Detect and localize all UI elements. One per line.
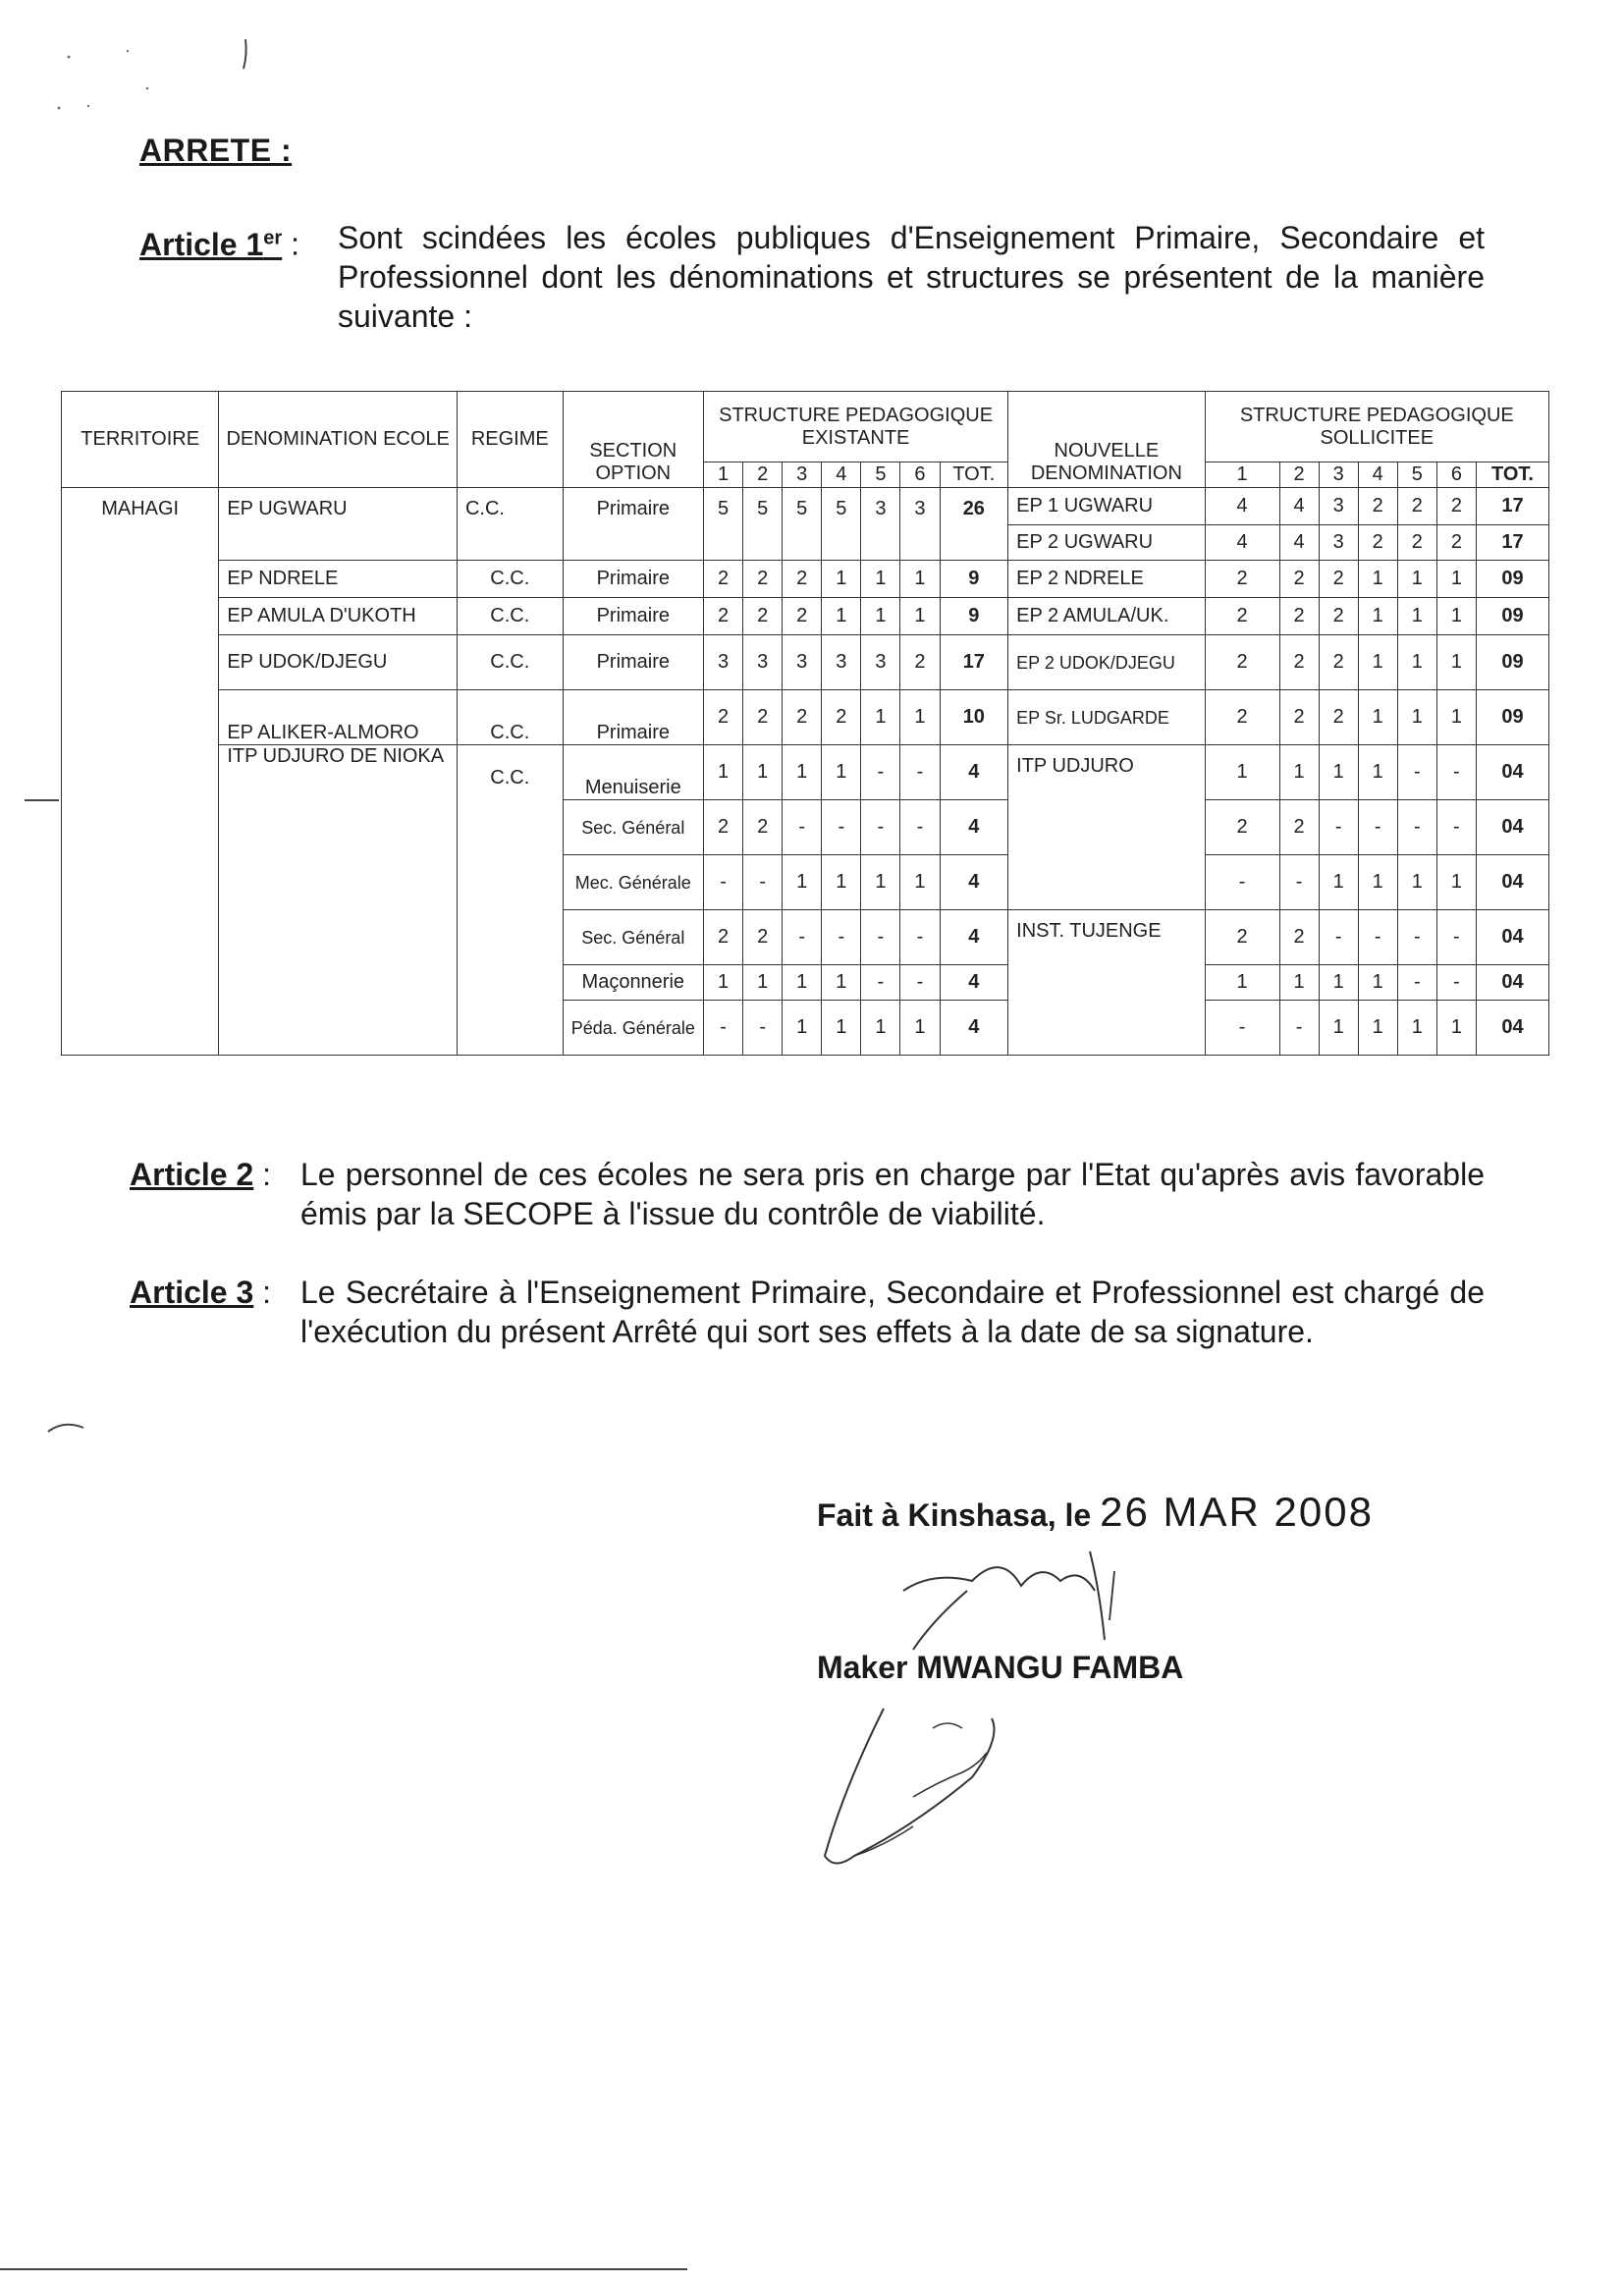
ex-total: 4 (940, 1001, 1008, 1056)
header-ex-col: 2 (743, 462, 783, 488)
table-row (62, 745, 1549, 800)
sol-value: 1 (1319, 1001, 1358, 1056)
sol-value: 1 (1358, 635, 1397, 690)
ex-value: 1 (861, 855, 900, 910)
ex-total: 9 (940, 561, 1008, 598)
signer-name: Maker MWANGU FAMBA (817, 1650, 1184, 1685)
sol-value: - (1397, 910, 1436, 965)
ex-value: 1 (743, 965, 783, 1001)
regime-cell: C.C. (457, 745, 563, 1056)
sol-value: 1 (1436, 690, 1476, 745)
sol-value: 1 (1358, 598, 1397, 635)
sol-value: 1 (1436, 1001, 1476, 1056)
sol-value: - (1397, 745, 1436, 800)
ex-value: 2 (704, 690, 743, 745)
article-1-text: Sont scindées les écoles publiques d'Enseignement Primaire, Secondaire et Professionnel dont les dénominations et structures se présentent de la manière suivante : (338, 220, 1485, 334)
ex-value: - (822, 800, 861, 855)
sol-value: 1 (1436, 855, 1476, 910)
ex-value: 5 (704, 488, 743, 561)
ex-value: 2 (822, 690, 861, 745)
header-sol-col: 5 (1397, 462, 1436, 488)
sol-value: - (1205, 855, 1279, 910)
ex-value: 2 (783, 598, 822, 635)
nouvelle-cell: EP 2 UGWARU (1008, 525, 1205, 561)
sol-value: 1 (1436, 635, 1476, 690)
table-row (62, 635, 1549, 690)
section-cell: Primaire (563, 561, 703, 598)
sol-value: 2 (1358, 488, 1397, 525)
header-sol-col: 4 (1358, 462, 1397, 488)
ecole-cell: EP UGWARU (219, 488, 458, 561)
sol-value: 2 (1397, 488, 1436, 525)
margin-scribble-mark (29, 29, 265, 118)
sol-value: - (1205, 1001, 1279, 1056)
bottom-divider (0, 2268, 687, 2270)
sol-total: 04 (1476, 965, 1548, 1001)
sol-value: 2 (1279, 910, 1319, 965)
ex-value: 2 (704, 598, 743, 635)
ex-value: 1 (743, 745, 783, 800)
ex-value: 1 (861, 598, 900, 635)
ex-value: 3 (861, 488, 900, 561)
ex-value: - (743, 1001, 783, 1056)
nouvelle-cell: EP Sr. LUDGARDE (1008, 690, 1205, 745)
article-2-text: Le personnel de ces écoles ne sera pris en charge par l'Etat qu'après avis favorable émis par la SECOPE à l'issue du contrôle de viabilité. (300, 1157, 1485, 1231)
nouvelle-cell: ITP UDJURO (1008, 745, 1205, 910)
header-section: SECTION OPTION (563, 392, 703, 488)
ecole-cell: EP AMULA D'UKOTH (219, 598, 458, 635)
section-cell: Sec. Général (563, 910, 703, 965)
arrete-heading: ARRETE : (139, 133, 293, 168)
ex-value: 1 (900, 1001, 940, 1056)
sol-value: 1 (1358, 855, 1397, 910)
ex-value: 3 (743, 635, 783, 690)
sol-total: 04 (1476, 1001, 1548, 1056)
ex-value: - (900, 800, 940, 855)
ex-total: 9 (940, 598, 1008, 635)
ex-value: 2 (704, 800, 743, 855)
sol-value: 1 (1205, 965, 1279, 1001)
sol-value: 3 (1319, 488, 1358, 525)
ex-value: - (900, 910, 940, 965)
ex-value: 1 (861, 1001, 900, 1056)
ex-value: 1 (822, 1001, 861, 1056)
sol-total: 09 (1476, 690, 1548, 745)
ex-value: 1 (822, 561, 861, 598)
sol-value: - (1319, 910, 1358, 965)
ex-value: 5 (783, 488, 822, 561)
nouvelle-cell: EP 1 UGWARU (1008, 488, 1205, 525)
ex-value: 1 (783, 1001, 822, 1056)
date-stamp: 26 MAR 2008 (1100, 1489, 1374, 1535)
sol-value: 1 (1279, 745, 1319, 800)
header-territoire: TERRITOIRE (62, 392, 219, 488)
ex-value: 2 (743, 690, 783, 745)
sol-value: 4 (1205, 488, 1279, 525)
table-row (62, 561, 1549, 598)
regime-cell: C.C. (457, 690, 563, 745)
ex-value: - (900, 745, 940, 800)
ex-value: 1 (900, 561, 940, 598)
sol-total: 04 (1476, 800, 1548, 855)
header-sol-col: 2 (1279, 462, 1319, 488)
ex-value: 2 (743, 598, 783, 635)
ex-value: 3 (822, 635, 861, 690)
header-sol-col: 3 (1319, 462, 1358, 488)
sol-value: - (1279, 1001, 1319, 1056)
sol-value: - (1319, 800, 1358, 855)
ex-value: - (900, 965, 940, 1001)
sol-value: 2 (1279, 690, 1319, 745)
sol-value: 2 (1319, 635, 1358, 690)
article-2-label: Article 2 (130, 1157, 254, 1192)
ex-total: 4 (940, 800, 1008, 855)
sol-value: 1 (1436, 598, 1476, 635)
ex-total: 17 (940, 635, 1008, 690)
sol-value: 2 (1319, 561, 1358, 598)
sol-total: 09 (1476, 561, 1548, 598)
handwritten-signature (766, 1532, 1218, 1905)
sol-value: - (1436, 965, 1476, 1001)
sol-total: 09 (1476, 635, 1548, 690)
sol-value: - (1436, 910, 1476, 965)
ex-value: 3 (900, 488, 940, 561)
sol-value: 1 (1397, 855, 1436, 910)
section-cell: Primaire (563, 488, 703, 561)
article-2-separator: : (262, 1157, 272, 1192)
ecole-cell: EP UDOK/DJEGU (219, 635, 458, 690)
ecole-cell: ITP UDJURO DE NIOKA (219, 745, 458, 1056)
sol-value: 1 (1358, 1001, 1397, 1056)
ex-value: 2 (704, 561, 743, 598)
section-cell: Primaire (563, 635, 703, 690)
place-prefix: Fait à Kinshasa, le (817, 1497, 1092, 1533)
sol-value: 2 (1358, 525, 1397, 561)
sol-value: - (1436, 745, 1476, 800)
sol-value: - (1397, 965, 1436, 1001)
sol-value: 1 (1397, 1001, 1436, 1056)
header-regime: REGIME (457, 392, 563, 488)
regime-cell: C.C. (457, 561, 563, 598)
schools-structure-table (61, 391, 1549, 1056)
header-ex-col: 5 (861, 462, 900, 488)
ecole-cell: EP ALIKER-ALMORO (219, 690, 458, 745)
ex-value: 1 (783, 745, 822, 800)
ex-value: 3 (704, 635, 743, 690)
ex-value: - (822, 910, 861, 965)
nouvelle-cell: EP 2 AMULA/UK. (1008, 598, 1205, 635)
sol-value: 1 (1319, 965, 1358, 1001)
margin-tick-mark-lower (44, 1414, 93, 1443)
ex-value: 5 (743, 488, 783, 561)
sol-total: 09 (1476, 598, 1548, 635)
sol-value: 1 (1397, 598, 1436, 635)
ex-total: 10 (940, 690, 1008, 745)
sol-value: 1 (1397, 690, 1436, 745)
sol-value: 2 (1205, 561, 1279, 598)
sol-value: 4 (1279, 525, 1319, 561)
article-3-text: Le Secrétaire à l'Enseignement Primaire, Secondaire et Professionnel est chargé de l'exécution du présent Arrêté qui sort ses effets à la date de sa signature. (300, 1275, 1485, 1349)
ex-total: 26 (940, 488, 1008, 561)
sol-value: 1 (1358, 965, 1397, 1001)
header-sol-col: TOT. (1476, 462, 1548, 488)
sol-value: 2 (1436, 525, 1476, 561)
sol-value: 1 (1319, 855, 1358, 910)
table-row (62, 598, 1549, 635)
sol-value: 4 (1279, 488, 1319, 525)
ecole-cell: EP NDRELE (219, 561, 458, 598)
place-and-date (817, 1489, 1374, 1536)
section-cell: Primaire (563, 598, 703, 635)
ex-value: 2 (743, 561, 783, 598)
sol-value: - (1279, 855, 1319, 910)
ex-value: 3 (861, 635, 900, 690)
ex-value: 1 (704, 745, 743, 800)
ex-value: 2 (783, 561, 822, 598)
header-ex-col: 4 (822, 462, 861, 488)
article-3-label: Article 3 (130, 1275, 254, 1310)
sol-value: 2 (1279, 561, 1319, 598)
sol-value: 1 (1279, 965, 1319, 1001)
sol-value: 1 (1397, 635, 1436, 690)
article-1-heading (139, 218, 299, 264)
section-cell: Sec. Général (563, 800, 703, 855)
sol-value: 2 (1397, 525, 1436, 561)
header-denomination: DENOMINATION ECOLE (219, 392, 458, 488)
ex-value: 1 (822, 855, 861, 910)
ex-value: 1 (900, 598, 940, 635)
header-structure-existante: STRUCTURE PEDAGOGIQUE EXISTANTE (704, 392, 1008, 462)
header-sol-col: 6 (1436, 462, 1476, 488)
sol-value: 2 (1205, 598, 1279, 635)
header-ex-col: 6 (900, 462, 940, 488)
sol-value: - (1397, 800, 1436, 855)
sol-value: 2 (1205, 690, 1279, 745)
ex-value: 1 (783, 965, 822, 1001)
section-cell: Menuiserie (563, 745, 703, 800)
sol-value: - (1358, 910, 1397, 965)
article-2-heading (130, 1155, 271, 1194)
ex-value: 2 (783, 690, 822, 745)
header-sol-col: 1 (1205, 462, 1279, 488)
article-1-separator: : (291, 226, 299, 262)
sol-value: - (1358, 800, 1397, 855)
ex-value: 1 (822, 745, 861, 800)
sol-value: 1 (1205, 745, 1279, 800)
ex-value: 1 (783, 855, 822, 910)
ex-value: 3 (783, 635, 822, 690)
sol-value: 2 (1205, 910, 1279, 965)
header-ex-col: 1 (704, 462, 743, 488)
sol-total: 04 (1476, 855, 1548, 910)
nouvelle-cell: EP 2 NDRELE (1008, 561, 1205, 598)
ex-total: 4 (940, 965, 1008, 1001)
section-cell: Péda. Générale (563, 1001, 703, 1056)
regime-cell: C.C. (457, 598, 563, 635)
article-3-heading (130, 1273, 271, 1312)
sol-value: 2 (1205, 800, 1279, 855)
section-cell: Primaire (563, 690, 703, 745)
sol-value: 2 (1436, 488, 1476, 525)
sol-value: 4 (1205, 525, 1279, 561)
ex-value: 1 (822, 598, 861, 635)
ex-total: 4 (940, 910, 1008, 965)
ex-value: - (783, 800, 822, 855)
regime-cell: C.C. (457, 635, 563, 690)
ex-value: 2 (743, 910, 783, 965)
sol-total: 17 (1476, 488, 1548, 525)
sol-value: 1 (1319, 745, 1358, 800)
sol-total: 17 (1476, 525, 1548, 561)
sol-value: 1 (1397, 561, 1436, 598)
ex-value: 2 (704, 910, 743, 965)
ex-total: 4 (940, 745, 1008, 800)
ex-value: 1 (861, 561, 900, 598)
table-row (62, 690, 1549, 745)
sol-value: 2 (1319, 690, 1358, 745)
ex-value: 1 (900, 855, 940, 910)
ex-value: - (861, 745, 900, 800)
ex-value: - (783, 910, 822, 965)
sol-total: 04 (1476, 745, 1548, 800)
ex-value: - (743, 855, 783, 910)
territoire-cell: MAHAGI (62, 488, 219, 1056)
sol-total: 04 (1476, 910, 1548, 965)
ex-value: 2 (900, 635, 940, 690)
header-ex-col: TOT. (940, 462, 1008, 488)
header-ex-col: 3 (783, 462, 822, 488)
sol-value: 2 (1205, 635, 1279, 690)
sol-value: 2 (1279, 598, 1319, 635)
sol-value: 1 (1358, 690, 1397, 745)
nouvelle-cell: EP 2 UDOK/DJEGU (1008, 635, 1205, 690)
ex-value: - (861, 800, 900, 855)
article-3-separator: : (262, 1275, 272, 1310)
ex-value: - (861, 965, 900, 1001)
section-cell: Maçonnerie (563, 965, 703, 1001)
sol-value: 1 (1358, 745, 1397, 800)
header-nouvelle-denomination: NOUVELLE DENOMINATION (1008, 392, 1205, 488)
ex-value: - (704, 1001, 743, 1056)
sol-value: 3 (1319, 525, 1358, 561)
header-structure-sollicitee: STRUCTURE PEDAGOGIQUE SOLLICITEE (1205, 392, 1548, 462)
sol-value: 1 (1436, 561, 1476, 598)
ex-value: 1 (900, 690, 940, 745)
section-cell: Mec. Générale (563, 855, 703, 910)
sol-value: - (1436, 800, 1476, 855)
regime-cell: C.C. (457, 488, 563, 561)
ex-value: - (704, 855, 743, 910)
ex-value: 5 (822, 488, 861, 561)
ex-value: 1 (861, 690, 900, 745)
sol-value: 2 (1279, 635, 1319, 690)
sol-value: 2 (1279, 800, 1319, 855)
ex-total: 4 (940, 855, 1008, 910)
nouvelle-cell: INST. TUJENGE (1008, 910, 1205, 1056)
article-1-label: Article 1er (139, 226, 283, 262)
ex-value: 2 (743, 800, 783, 855)
ex-value: - (861, 910, 900, 965)
sol-value: 1 (1358, 561, 1397, 598)
sol-value: 2 (1319, 598, 1358, 635)
ex-value: 1 (822, 965, 861, 1001)
ex-value: 1 (704, 965, 743, 1001)
